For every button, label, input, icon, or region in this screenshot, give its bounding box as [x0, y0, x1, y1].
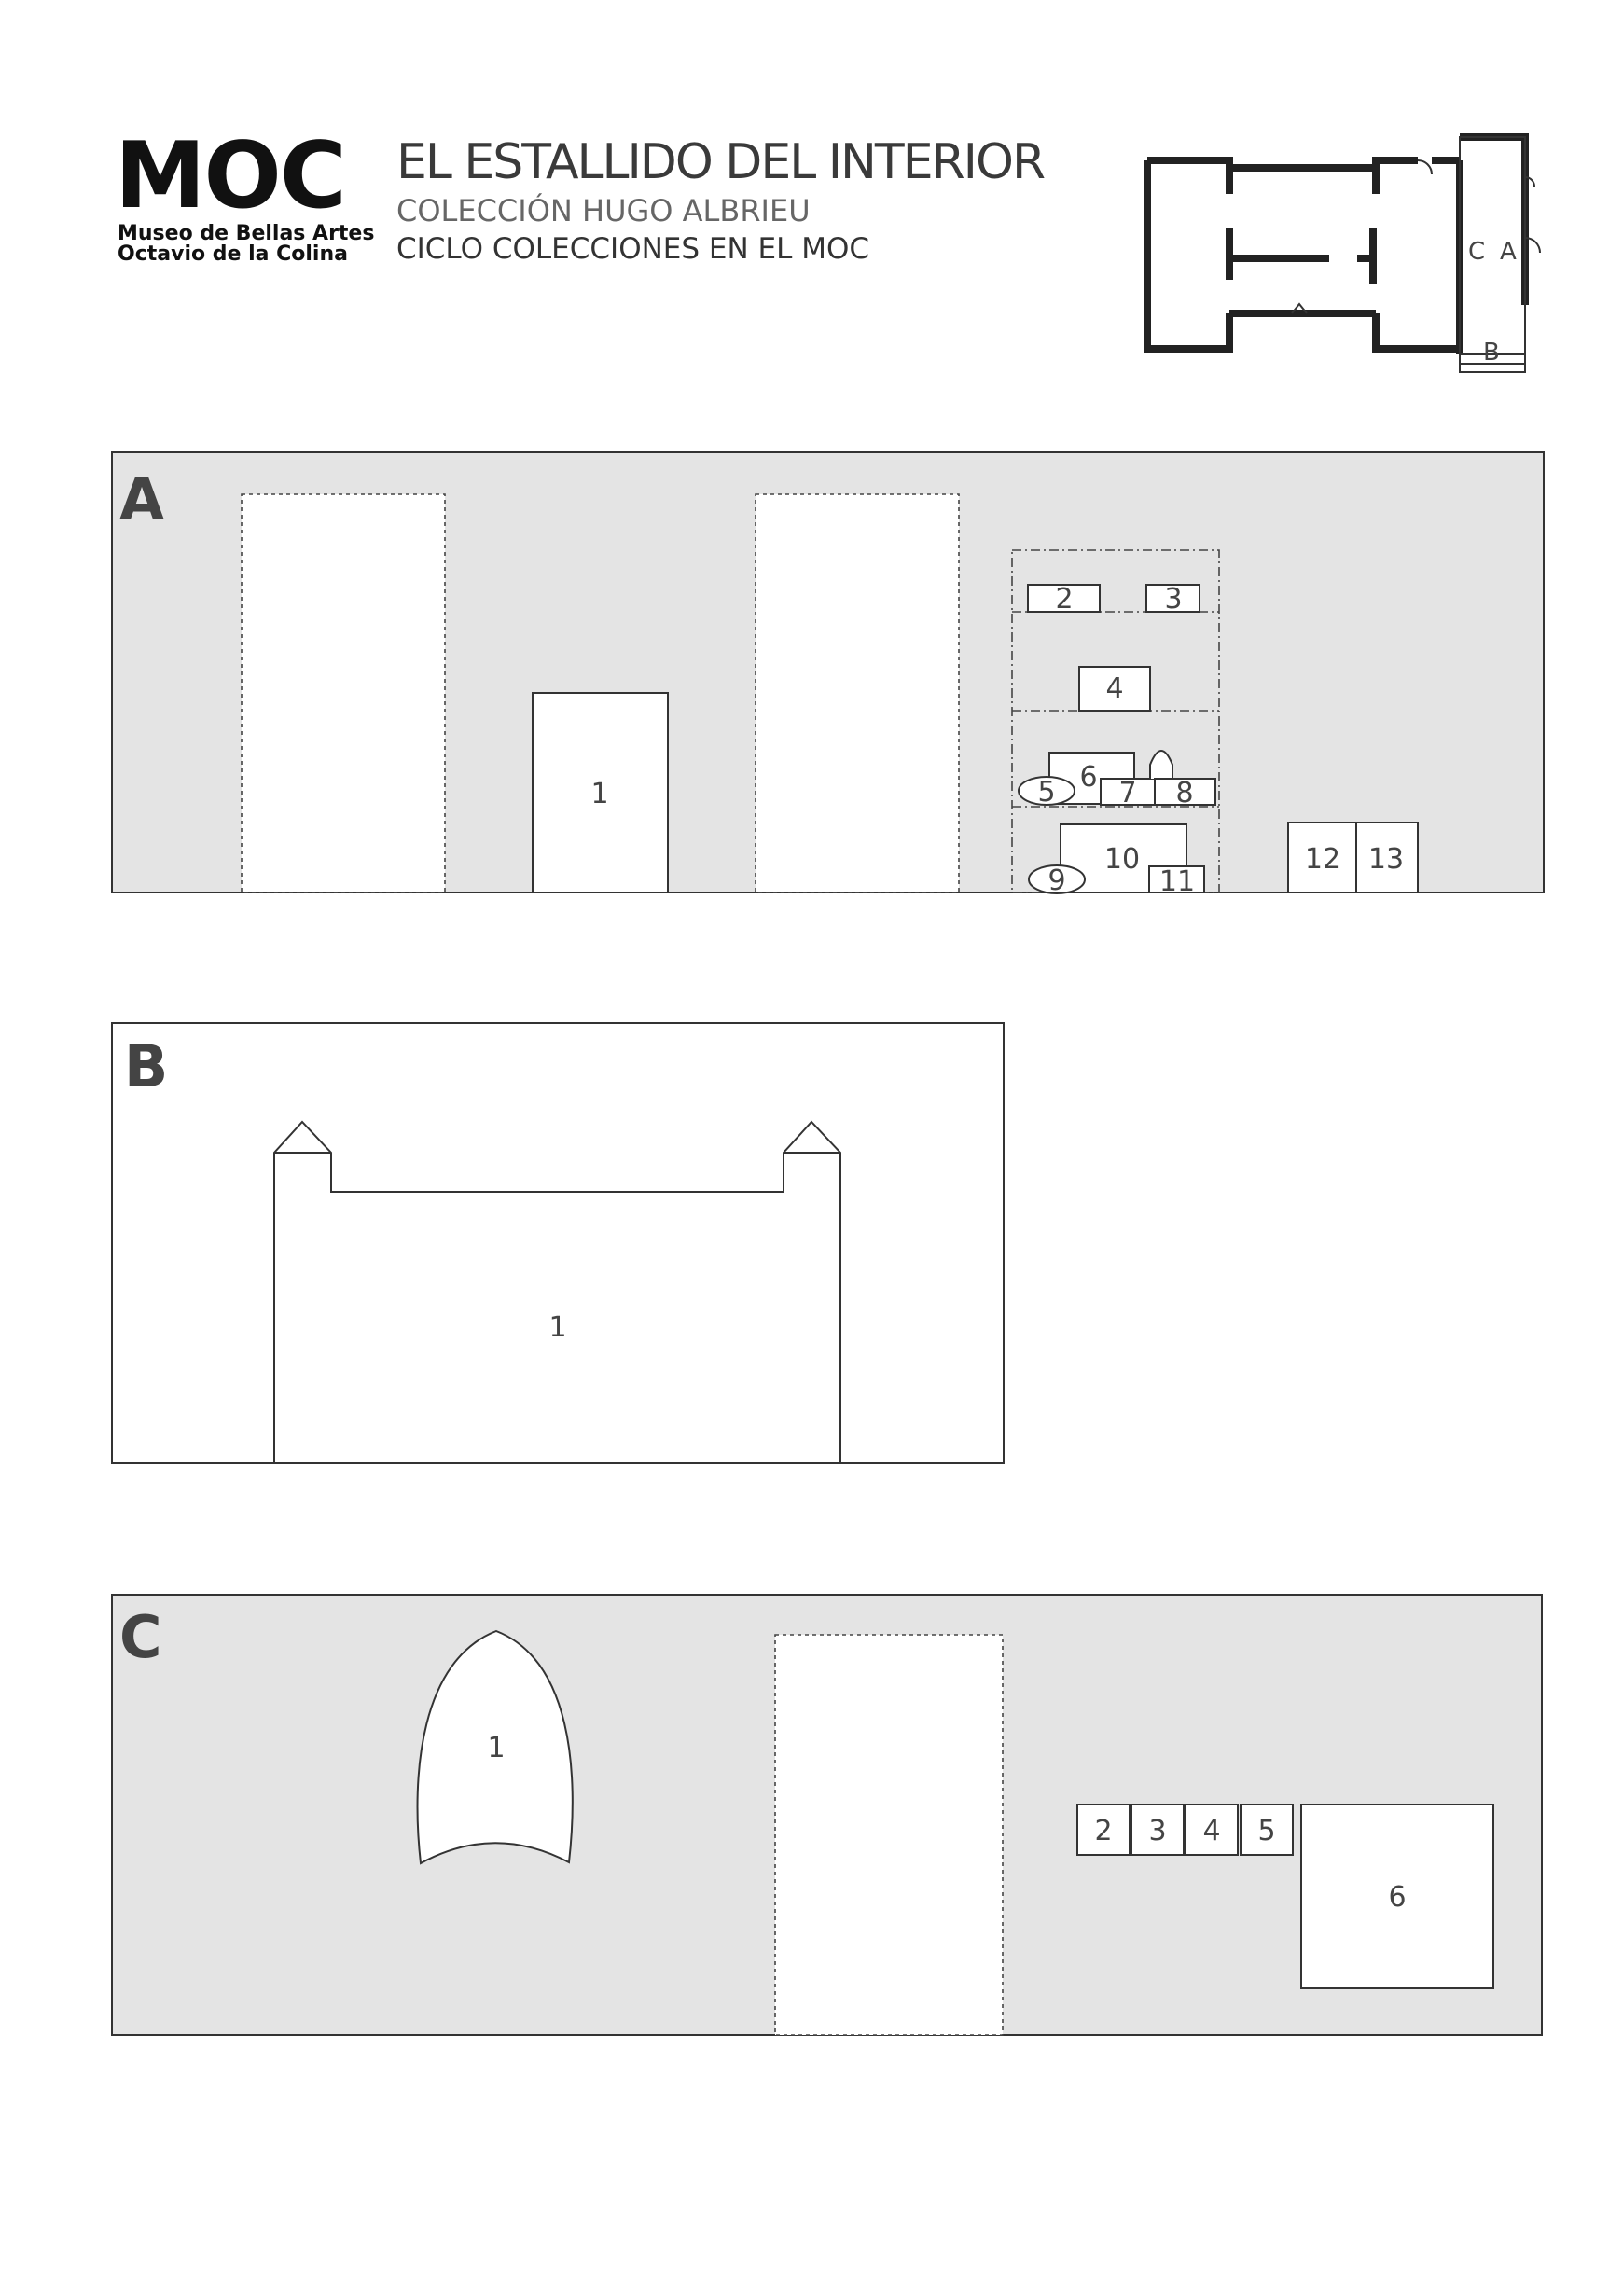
collection-subtitle: COLECCIÓN HUGO ALBRIEU — [396, 193, 811, 228]
artwork-c3-number: 3 — [1148, 1815, 1167, 1847]
artwork-a2-number: 2 — [1055, 583, 1074, 615]
wall-c — [112, 1595, 1542, 2035]
artwork-a11-number: 11 — [1158, 865, 1196, 898]
doorway-opening — [756, 494, 959, 892]
artwork-a4-number: 4 — [1105, 672, 1124, 705]
plan-label-c: C — [1468, 238, 1486, 266]
wall-c-label: C — [119, 1603, 162, 1671]
plan-wall — [1147, 160, 1229, 349]
plan-wall — [1147, 160, 1229, 194]
artwork-b1-number: 1 — [548, 1311, 567, 1344]
doorway-opening — [242, 494, 445, 892]
exhibition-title: EL ESTALLIDO DEL INTERIOR — [396, 134, 1045, 190]
plan-wall — [1460, 137, 1525, 305]
artwork-c1-number: 1 — [487, 1732, 506, 1764]
wall-a — [112, 452, 1544, 898]
artwork-c2-number: 2 — [1094, 1815, 1113, 1847]
artwork-c6-number: 6 — [1388, 1881, 1407, 1914]
wall-a-label: A — [119, 465, 164, 533]
doorway-opening — [775, 1635, 1003, 2035]
artwork-a6-number: 6 — [1079, 761, 1098, 794]
artwork-c4-number: 4 — [1202, 1815, 1221, 1847]
plan-label-a: A — [1500, 238, 1517, 266]
plan-wall — [1376, 160, 1418, 168]
artwork-a3-number: 3 — [1164, 583, 1183, 615]
plan-wall — [1376, 313, 1460, 349]
artwork-a12-number: 12 — [1304, 843, 1341, 876]
plan-wall — [1229, 168, 1376, 194]
artwork-a1-number: 1 — [590, 778, 609, 810]
artwork-a8-number: 8 — [1175, 777, 1194, 809]
museum-name-line2: Octavio de la Colina — [118, 242, 348, 266]
artwork-a5-number: 5 — [1037, 776, 1056, 809]
floor-plan — [1147, 137, 1540, 372]
artwork-a13-number: 13 — [1367, 843, 1405, 876]
moc-logo: MOC — [115, 123, 345, 229]
plan-door — [1418, 160, 1432, 174]
wall-b-label: B — [124, 1032, 169, 1100]
artwork-a10-number: 10 — [1103, 843, 1141, 876]
cycle-subtitle: CICLO COLECCIONES EN EL MOC — [396, 232, 870, 266]
museum-name-line1: Museo de Bellas Artes — [118, 222, 375, 245]
artwork-a9-number: 9 — [1047, 864, 1066, 897]
wall-b — [112, 1023, 1004, 1463]
artwork-c5-number: 5 — [1257, 1815, 1276, 1847]
plan-label-b: B — [1483, 339, 1500, 367]
artwork-a7-number: 7 — [1118, 777, 1137, 809]
